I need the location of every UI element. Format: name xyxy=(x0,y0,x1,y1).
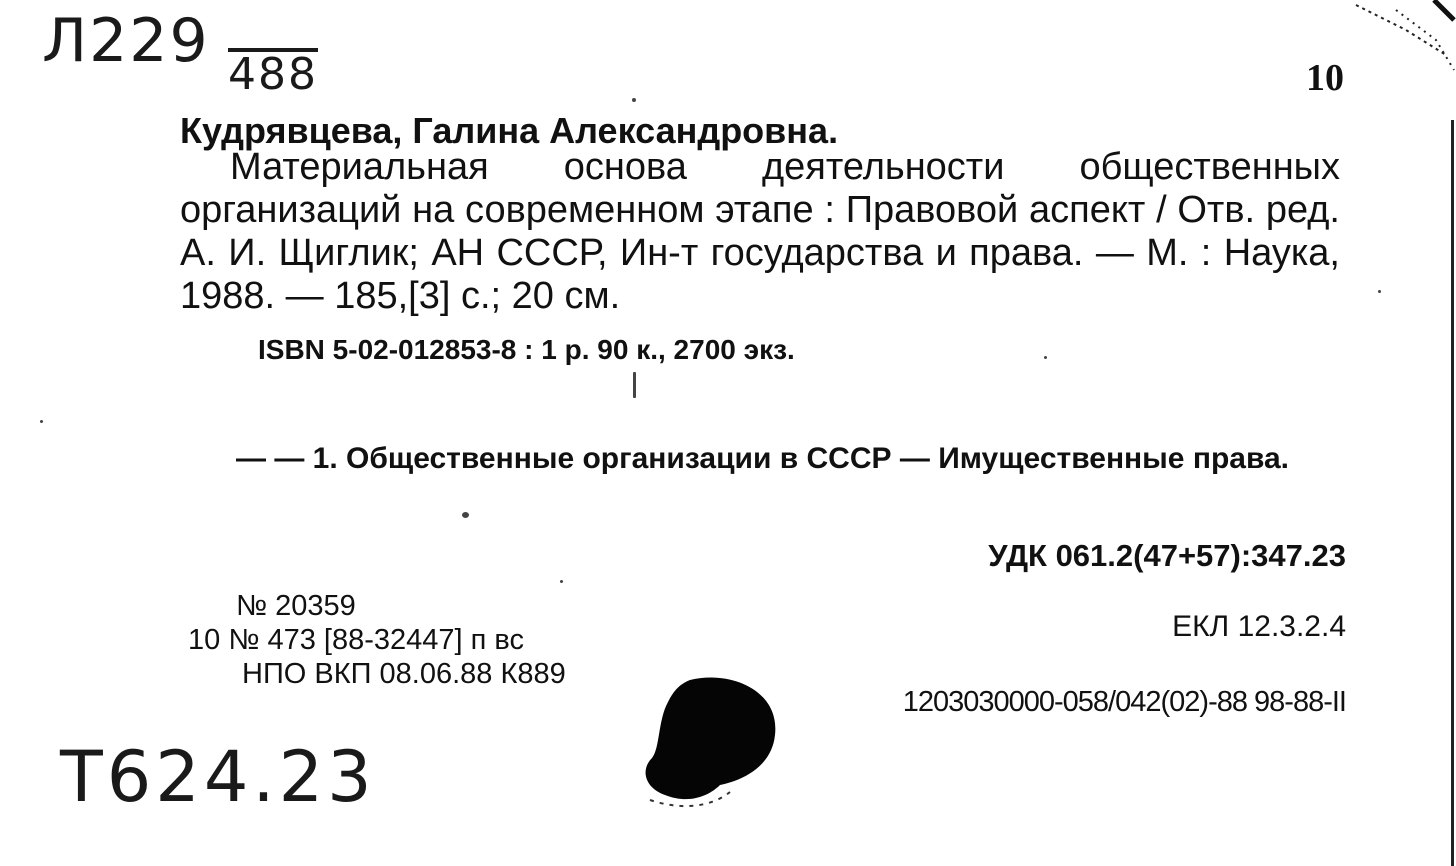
author-heading: Кудрявцева, Галина Александровна. xyxy=(180,110,839,151)
bibliographic-description: Материальная основа деятельности общественных организаций на современном этапе : Правовой аспект / Отв. ред. А. И. Щиглик; АН СССР, Ин-т государства и права. — М. : Наука, 1988. — 185,[3] с.; 20 см. xyxy=(180,146,1340,317)
dust-speck xyxy=(1378,290,1381,293)
batch-line: 10 № 473 [88-32447] п вс xyxy=(188,624,524,656)
dust-speck xyxy=(560,580,563,583)
isbn-line: ISBN 5-02-012853-8 : 1 р. 90 к., 2700 экз. xyxy=(258,334,795,365)
corner-scratch-marks xyxy=(1336,0,1456,120)
handwritten-shelf-mark: Л229 xyxy=(42,6,210,76)
card-number: 10 xyxy=(1306,57,1344,99)
handwritten-shelf-mark-sub: 488 xyxy=(228,49,318,100)
udk-code: УДК 061.2(47+57):347.23 xyxy=(988,538,1346,573)
catalog-code: 1203030000-058/042(02)-88 98-88-II xyxy=(902,686,1346,718)
printer-line: НПО ВКП 08.06.88 К889 xyxy=(242,658,566,690)
ink-blot xyxy=(620,660,800,830)
order-number: № 20359 xyxy=(236,590,356,622)
dust-speck xyxy=(632,98,636,102)
dust-speck xyxy=(40,420,43,423)
handwritten-class-mark: Т624.23 xyxy=(60,736,376,818)
dust-speck xyxy=(633,372,636,398)
ekl-code: ЕКЛ 12.3.2.4 xyxy=(1172,610,1346,643)
dust-speck xyxy=(462,512,469,518)
subject-heading: — — 1. Общественные организации в СССР — Имущественные права. xyxy=(236,442,1290,475)
card-edge xyxy=(1451,120,1454,866)
dust-speck xyxy=(1044,356,1047,359)
